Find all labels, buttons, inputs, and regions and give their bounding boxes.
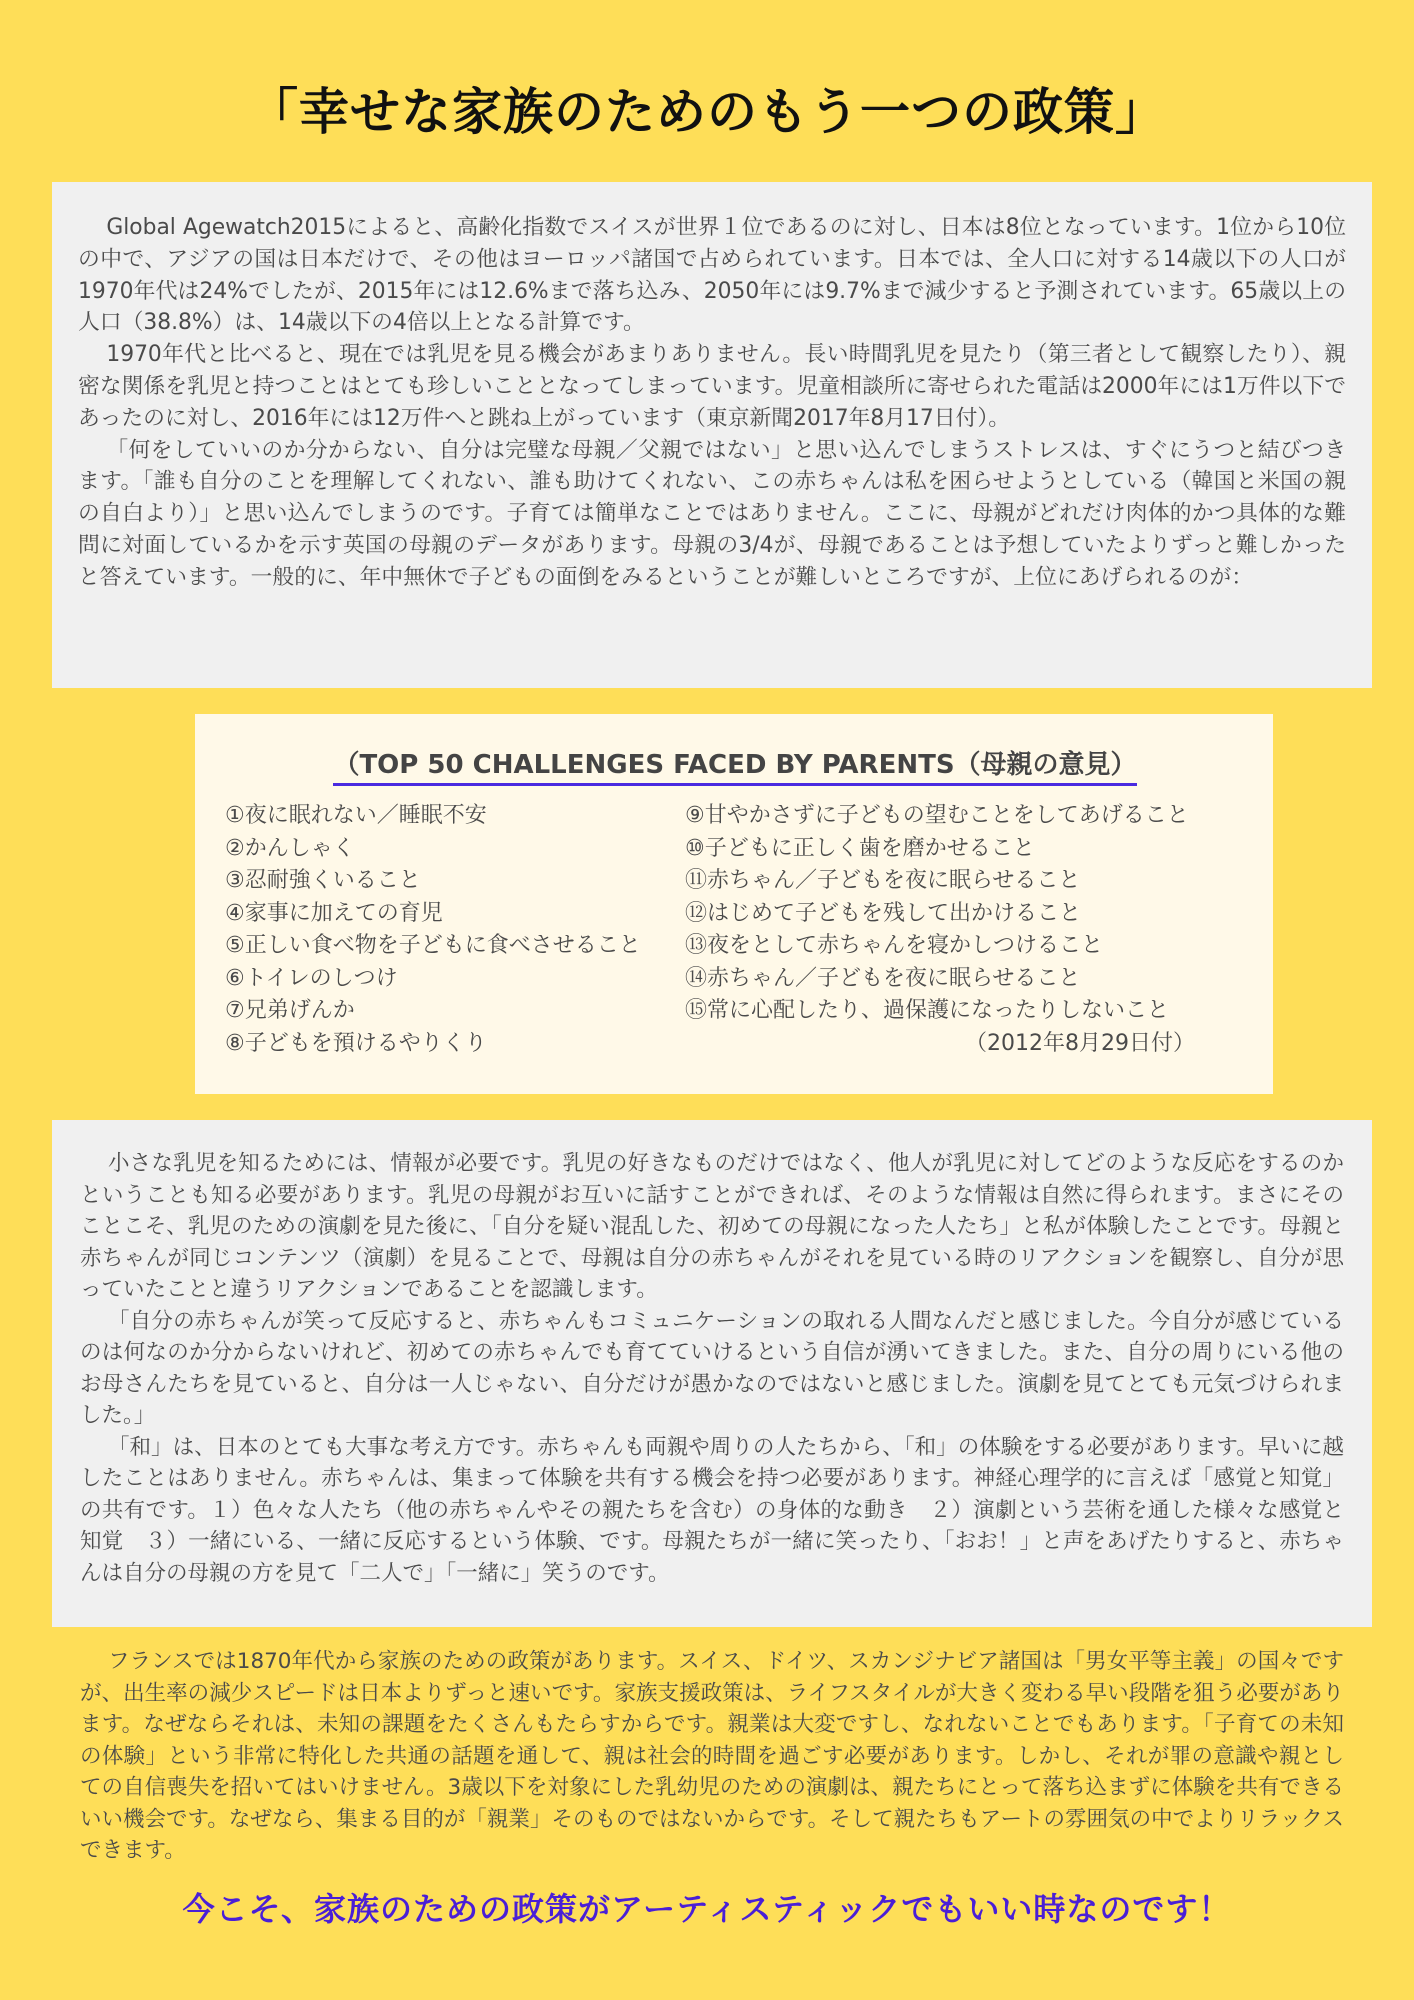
challenge-item: ⑮常に心配したり、過保護になったりしないこと bbox=[685, 998, 1170, 1023]
challenge-item: ②かんしゃく bbox=[225, 835, 355, 861]
challenge-item: ⑪赤ちゃん／子どもを夜に眠らせること bbox=[685, 868, 1081, 893]
challenge-item: ⑬夜をとして赤ちゃんを寝かしつけること bbox=[685, 933, 1104, 958]
body-paragraph: 小さな乳児を知るためには、情報が必要です。乳児の好きなものだけではなく、他人が乳児に対してどのような反応をするのかということも知る必要があります。乳児の母親がお互いに話すことができれば、そのような情報は自然に得られます。まさにそのことこそ、乳児のための演劇を見た後に、「自分を疑い混乱した、初めての母親になった人たち」と私が体験したことです。母親と赤ちゃんが同じコンテンツ（演劇）を見ることで、母親は自分の赤ちゃんがそれを見ている時のリアクションを観察し、自分が思っていたことと違うリアクションであることを認識します。 bbox=[80, 1151, 1344, 1302]
closing-statement: 今こそ、家族のための政策がアーティスティックでもいい時なのです！ bbox=[182, 1890, 1232, 1928]
page-title: 「幸せな家族のためのもう一つの政策」 bbox=[248, 83, 1166, 141]
body-paragraph: フランスでは1870年代から家族のための政策があります。スイス、ドイツ、スカンジナビア諸国は「男女平等主義」の国々ですが、出生率の減少スピードは日本よりずっと速いです。家族支援政策は、ライフスタイルが大きく変わる早い段階を狙う必要があります。なぜならそれは、未知の課題をたくさんもたらすからです。親業は大変ですし、なれないことでもあります。「子育ての未知の体験」という非常に特化した共通の話題を通して、親は社会的時間を過ごす必要があります。しかし、それが罪の意識や親としての自信喪失を招いてはいけません。3歳以下を対象にした乳幼児のための演劇は、親たちにとって落ち込まずに体験を共有できるいい機会です。なぜなら、集まる目的が「親業」そのものではないからです。そして親たちもアートの雰囲気の中でよりリラックスできます。 bbox=[80, 1649, 1344, 1863]
challenges-date: （2012年8月29日付） bbox=[965, 1030, 1195, 1056]
challenge-item: ①夜に眠れない／睡眠不安 bbox=[225, 803, 487, 828]
challenge-item: ⑭赤ちゃん／子どもを夜に眠らせること bbox=[685, 965, 1081, 991]
challenges-left-list bbox=[225, 800, 685, 1060]
challenge-item: ⑦兄弟げんか bbox=[225, 998, 355, 1023]
challenges-heading: （TOP 50 CHALLENGES FACED BY PARENTS（母親の意見） bbox=[333, 744, 1136, 786]
intro-section bbox=[52, 182, 1372, 688]
infant-theatre-section bbox=[52, 1120, 1372, 1627]
body-paragraph: 「自分の赤ちゃんが笑って反応すると、赤ちゃんもコミュニケーションの取れる人間なんだと感じました。今自分が感じているのは何なのか分からないけれど、初めての赤ちゃんでも育てていけるという自信が湧いてきました。また、自分の周りにいる他のお母さんたちを見ていると、自分は一人じゃない、自分だけが愚かなのではないと感じました。演劇を見てとても元気づけられました。」 bbox=[80, 1308, 1344, 1428]
challenge-item: ③忍耐強くいること bbox=[225, 868, 421, 893]
body-paragraph: 「和」は、日本のとても大事な考え方です。赤ちゃんも両親や周りの人たちから、「和」の体験をする必要があります。早いに越したことはありません。赤ちゃんは、集まって体験を共有する機会を持つ必要があります。神経心理学的に言えば「感覚と知覚」の共有です。１）色々な人たち（他の赤ちゃんやその親たちを含む）の身体的な動き ２）演劇という芸術を通した様々な感覚と知覚 ３）一緒にいる、一緒に反応するという体験、です。母親たちが一緒に笑ったり、「おお！」と声をあげたりすると、赤ちゃんは自分の母親の方を見て「二人で」「一緒に」笑うのです。 bbox=[80, 1434, 1344, 1586]
challenges-box bbox=[195, 714, 1273, 1094]
challenge-item: ④家事に加えての育児 bbox=[225, 900, 443, 926]
challenge-item: ⑫はじめて子どもを残して出かけること bbox=[685, 900, 1082, 926]
intro-paragraph: 1970年代と比べると、現在では乳児を見る機会があまりありません。長い時間乳児を見たり（第三者として観察したり）、親密な関係を乳児と持つことはとても珍しいこととなってしまっています。児童相談所に寄せられた電話は2000年には1万件以下であったのに対し、2016年には12万件へと跳ね上がっています（東京新聞2017年8月17日付）。 bbox=[78, 342, 1346, 431]
challenge-item: ⑩子どもに正しく歯を磨かせること bbox=[685, 835, 1035, 861]
family-policy-section bbox=[52, 1646, 1372, 1867]
intro-paragraph: Global Agewatch2015によると、高齢化指数でスイスが世界１位であるのに対し、日本は8位となっています。1位から10位の中で、アジアの国は日本だけで、その他はヨーロッパ諸国で占められています。日本では、全人口に対する14歳以下の人口が1970年代は24%でしたが、2015年には12.6%まで落ち込み、2050年には9.7%まで減少すると予測されています。65歳以上の人口（38.8%）は、14歳以下の4倍以上となる計算です。 bbox=[78, 215, 1346, 336]
intro-paragraph: 「何をしていいのか分からない、自分は完璧な母親／父親ではない」と思い込んでしまうストレスは、すぐにうつと結びつきます。「誰も自分のことを理解してくれない、誰も助けてくれない、この赤ちゃんは私を困らせようとしている（韓国と米国の親の自白より）」と思い込んでしまうのです。子育ては簡単なことではありません。ここに、母親がどれだけ肉体的かつ具体的な難問に対面しているかを示す英国の母親のデータがあります。母親の3/4が、母親であることは予想していたよりずっと難しかったと答えています。一般的に、年中無休で子どもの面倒をみるということが難しいところですが、上位にあげられるのが： bbox=[78, 437, 1346, 590]
challenge-item: ⑨甘やかさずに子どもの望むことをしてあげること bbox=[685, 803, 1189, 828]
challenges-right-list bbox=[685, 800, 1245, 1060]
challenge-item: ⑥トイレのしつけ bbox=[225, 965, 398, 991]
challenge-item: ⑤正しい食べ物を子どもに食べさせること bbox=[225, 933, 641, 958]
challenge-item: ⑧子どもを預けるやりくり bbox=[225, 1030, 487, 1056]
